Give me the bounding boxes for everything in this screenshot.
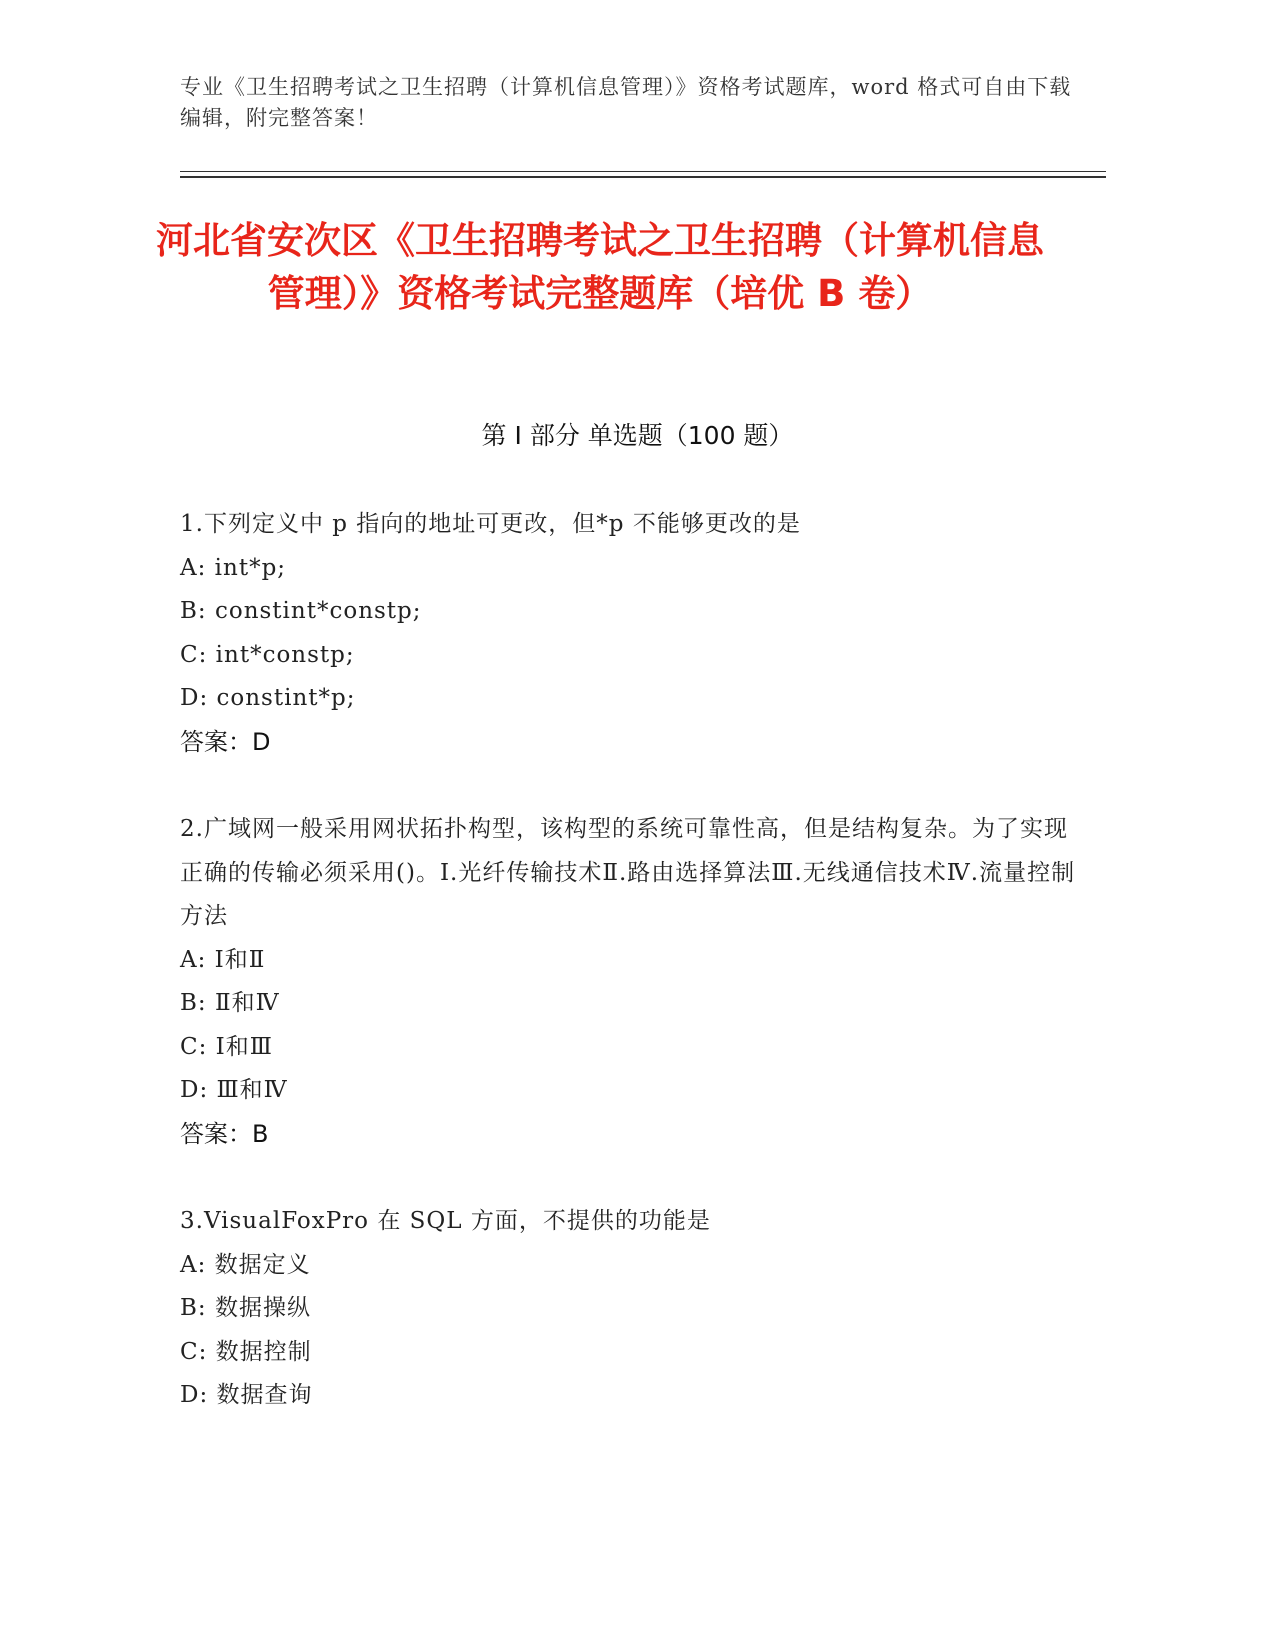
option-d: D: constint*p; [180,685,356,711]
option-b: B: 数据操纵 [180,1295,311,1321]
question-1 [180,503,1080,764]
section-heading: 第 I 部分 单选题（100 题） [481,421,794,450]
option-c: C: 数据控制 [180,1338,312,1365]
option-c: C: int*constp; [180,641,355,668]
option-b: B: Ⅱ和Ⅳ [180,990,280,1016]
question-stem: 3.VisualFoxPro 在 SQL 方面，不提供的功能是 [180,1208,711,1234]
option-d: D: 数据查询 [180,1382,313,1408]
document-title: 河北省安次区《卫生招聘考试之卫生招聘（计算机信息管理）》资格考试完整题库（培优 B 卷） [156,219,1044,315]
option-d: D: Ⅲ和Ⅳ [180,1077,288,1103]
question-3 [180,1200,1080,1418]
option-a: A: int*p; [180,554,287,581]
header-divider-bottom [180,176,1106,178]
question-2 [180,808,1080,1156]
answer: 答案：D [180,727,271,756]
question-stem: 2.广域网一般采用网状拓扑构型，该构型的系统可靠性高，但是结构复杂。为了实现正确的传输必须采用()。Ⅰ.光纤传输技术Ⅱ.路由选择算法Ⅲ.无线通信技术Ⅳ.流量控制方法 [180,816,1076,929]
question-stem: 1.下列定义中 p 指向的地址可更改，但*p 不能够更改的是 [180,511,801,537]
header-note: 专业《卫生招聘考试之卫生招聘（计算机信息管理）》资格考试题库，word 格式可自由下载编辑，附完整答案！ [180,75,1072,130]
answer: 答案：B [180,1119,269,1148]
option-b: B: constint*constp; [180,598,422,624]
option-a: A: Ⅰ和Ⅱ [180,946,266,973]
option-a: A: 数据定义 [180,1251,311,1278]
header-divider-top [180,171,1106,172]
option-c: C: Ⅰ和Ⅲ [180,1033,273,1060]
